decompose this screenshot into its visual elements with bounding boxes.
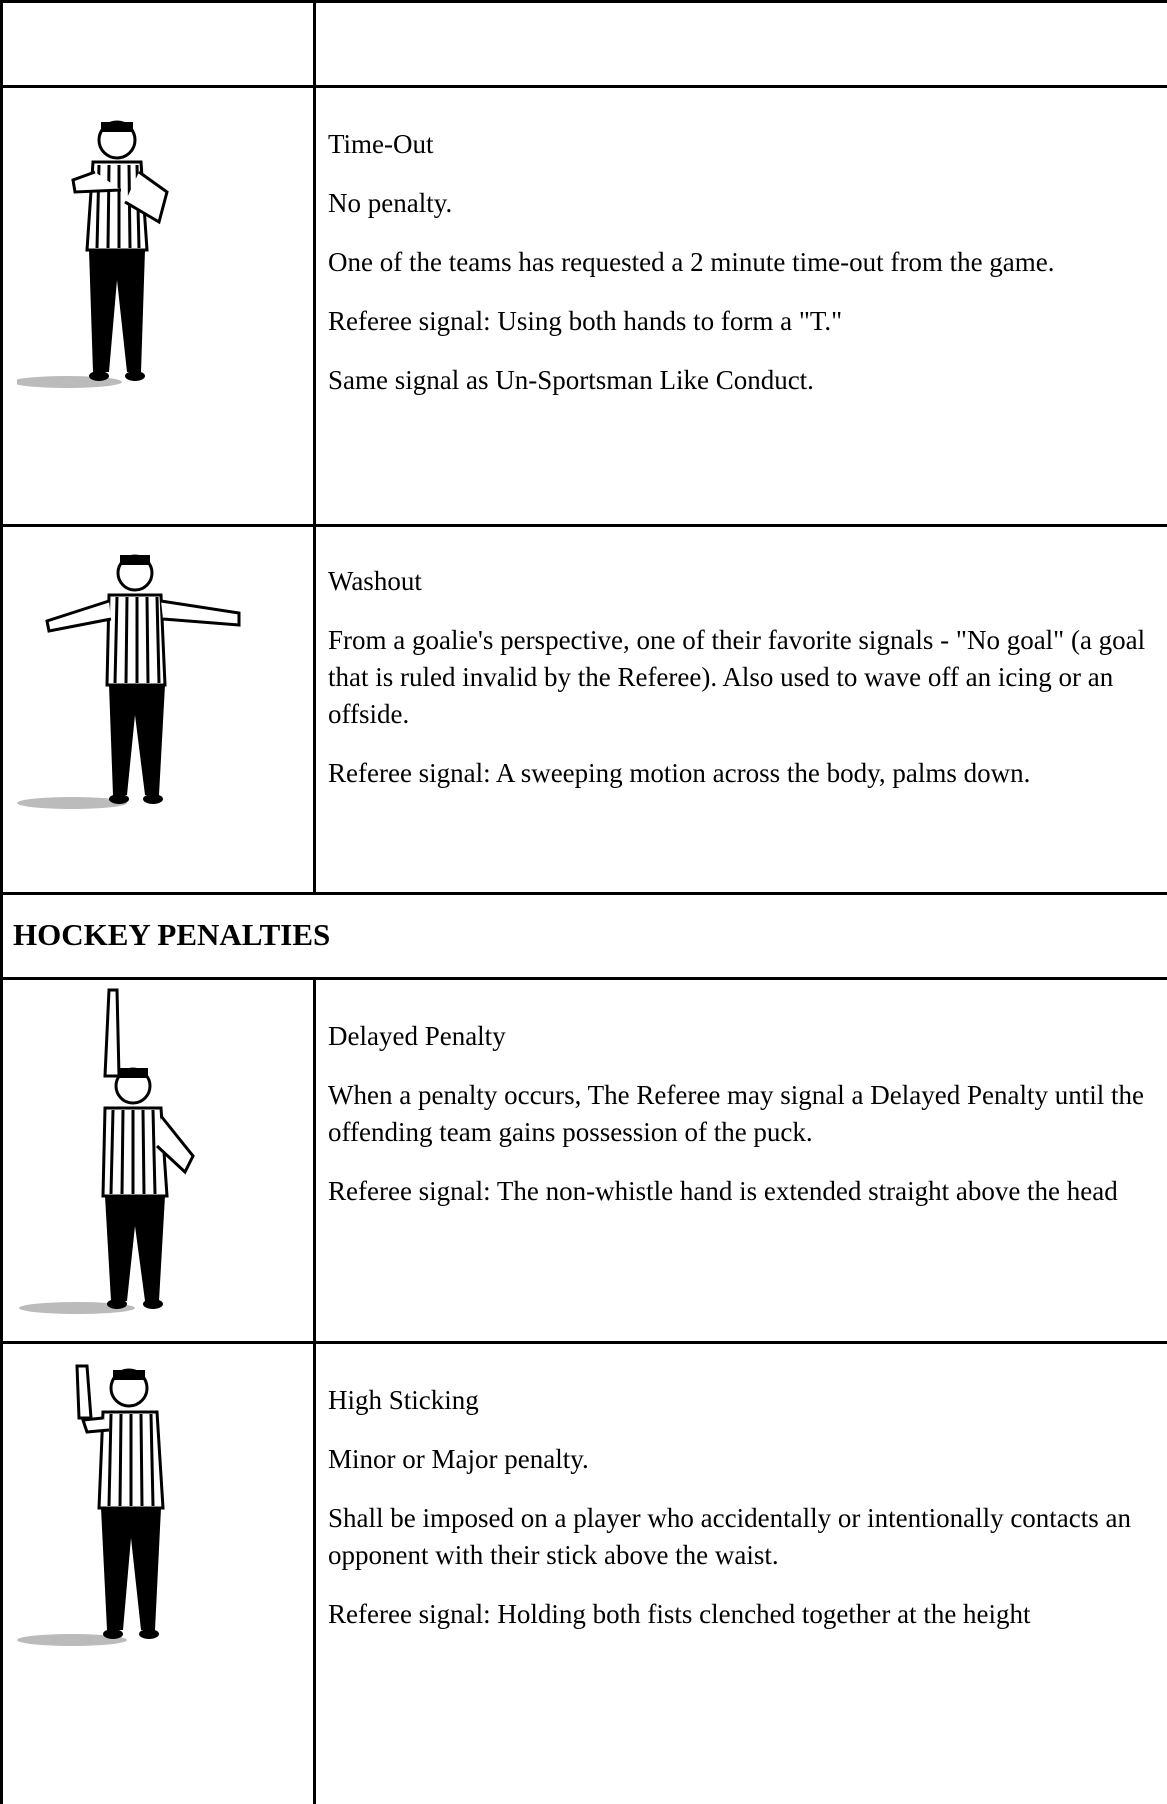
penalty-description: Referee signal: The non-whistle hand is extended straight above the head [328, 1176, 1118, 1206]
penalty-image-cell [0, 1344, 316, 1804]
section-title: HOCKEY PENALTIES [13, 917, 331, 952]
signal-image-cell [0, 88, 316, 524]
signal-description: One of the teams has requested a 2 minute time-out from the game. [328, 247, 1055, 277]
referee-delayed-penalty-icon [17, 986, 217, 1331]
signal-description: Referee signal: Using both hands to form a "T." [328, 306, 843, 336]
signal-row-time-out [0, 88, 1167, 527]
signal-description: Same signal as Un-Sportsman Like Conduct. [328, 365, 814, 395]
penalty-description: When a penalty occurs, The Referee may signal a Delayed Penalty until the offending team gains possession of the puck. [328, 1080, 1144, 1147]
penalty-description: Referee signal: Holding both fists clenched together at the height [328, 1599, 1031, 1629]
section-header-row [0, 895, 1167, 980]
header-row [0, 3, 1167, 88]
signal-title: Time-Out [328, 129, 434, 159]
penalty-title: High Sticking [328, 1385, 479, 1415]
penalty-row-delayed-penalty [0, 980, 1167, 1344]
signal-text-cell [316, 88, 1167, 524]
penalty-text-cell [316, 1344, 1167, 1804]
penalty-text-cell [316, 980, 1167, 1341]
penalty-description: Shall be imposed on a player who accidentally or intentionally contacts an opponent with their stick above the waist. [328, 1503, 1132, 1570]
header-text-cell [316, 3, 1167, 85]
signal-description: From a goalie's perspective, one of their favorite signals - "No goal" (a goal that is ruled invalid by the Referee). Also used to wave off an icing or an offside. [328, 625, 1146, 729]
signal-title: Washout [328, 566, 422, 596]
penalty-description: Minor or Major penalty. [328, 1444, 589, 1474]
referee-washout-icon [17, 545, 277, 845]
signal-image-cell [0, 527, 316, 892]
referee-high-sticking-icon [17, 1358, 217, 1658]
referee-time-out-icon [17, 110, 197, 410]
signal-description: No penalty. [328, 188, 453, 218]
header-image-cell [0, 3, 316, 85]
penalty-image-cell [0, 980, 316, 1341]
signal-description: Referee signal: A sweeping motion across the body, palms down. [328, 758, 1031, 788]
penalty-title: Delayed Penalty [328, 1021, 506, 1051]
signal-row-washout [0, 527, 1167, 895]
section-header-cell [0, 895, 1167, 977]
penalty-row-high-sticking [0, 1344, 1167, 1804]
signal-text-cell [316, 527, 1167, 892]
